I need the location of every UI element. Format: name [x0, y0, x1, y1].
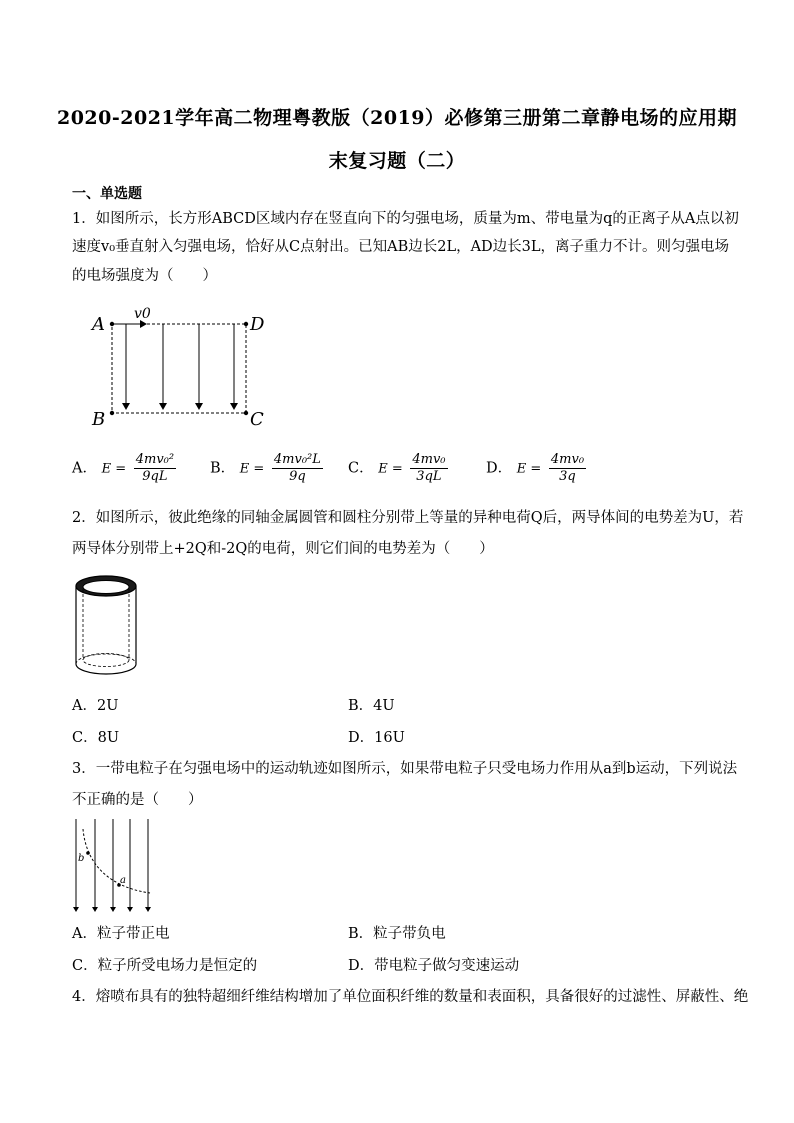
- trajectory-path: [83, 829, 150, 893]
- option-lhs: E =: [239, 461, 265, 477]
- q3-option-a: A．粒子带正电: [72, 926, 170, 942]
- q2-cylinder-diagram: [70, 572, 142, 682]
- q1-option-d: [486, 452, 586, 485]
- q2-option-c: C．8U: [72, 730, 120, 746]
- label-a: A: [92, 314, 105, 335]
- q2-option-a: A．2U: [72, 698, 119, 714]
- q3-trajectory-diagram: [68, 815, 158, 915]
- q2-text-line2: 两导体分别带上+2Q和-2Q的电荷，则它们间的电势差为（ ）: [72, 541, 494, 557]
- option-label: A．: [72, 460, 97, 477]
- numerator: 4mv₀²: [135, 452, 175, 467]
- q2-text-line1: 2．如图所示，彼此绝缘的同轴金属圆管和圆柱分别带上等量的异种电荷Q后，两导体间的电势差为U，若: [72, 510, 744, 526]
- doc-title-line1: 2020-2021学年高二物理粤教版（2019）必修第三册第二章静电场的应用期: [56, 107, 738, 129]
- point-c: [244, 411, 248, 415]
- q1-text-line2: 速度v₀垂直射入匀强电场，恰好从C点射出。已知AB边长2L，AD边长3L，离子重力不计。则匀强电场: [72, 239, 730, 255]
- point-d: [244, 322, 248, 326]
- inner-cylinder-top: [83, 581, 129, 594]
- q3-option-d: D．带电粒子做匀变速运动: [348, 958, 520, 974]
- label-a: a: [120, 875, 126, 886]
- denominator: 3q: [559, 469, 576, 484]
- point-a: [110, 322, 114, 326]
- numerator: 4mv₀: [412, 452, 446, 467]
- q1-field-diagram: [88, 305, 278, 433]
- q3-text-line1: 3．一带电粒子在匀强电场中的运动轨迹如图所示，如果带电粒子只受电场力作用从a到b运动，下列说法: [72, 761, 738, 777]
- option-lhs: E =: [101, 461, 127, 477]
- option-lhs: E =: [516, 461, 542, 477]
- denominator: 3qL: [416, 469, 442, 484]
- section-heading: 一、单选题: [72, 186, 142, 202]
- doc-title-line2: 末复习题（二）: [328, 150, 466, 172]
- q1-option-b: [210, 452, 323, 485]
- q2-option-b: B．4U: [348, 698, 395, 714]
- option-lhs: E =: [378, 461, 403, 477]
- denominator: 9qL: [142, 469, 168, 484]
- numerator: 4mv₀²L: [273, 452, 321, 467]
- q4-text-line1: 4．熔喷布具有的独特超细纤维结构增加了单位面积纤维的数量和表面积，具备很好的过滤性、屏蔽性、绝: [72, 989, 749, 1005]
- label-b: b: [78, 853, 85, 864]
- q3-text-line2: 不正确的是（ ）: [72, 792, 203, 808]
- denominator: 9q: [289, 469, 306, 484]
- q1-text-line1: 1．如图所示，长方形ABCD区域内存在竖直向下的匀强电场，质量为m、带电量为q的正离子从A点以初: [72, 211, 739, 227]
- label-c: C: [250, 409, 264, 430]
- q1-option-c: [348, 452, 448, 485]
- point-b: [86, 851, 90, 855]
- option-label: D．: [486, 460, 513, 477]
- label-v0: v0: [134, 306, 151, 322]
- label-b: B: [92, 409, 106, 430]
- outer-tube: [76, 586, 136, 674]
- rect-abcd: [112, 324, 246, 413]
- option-fraction: [410, 452, 447, 485]
- q3-option-b: B．粒子带负电: [348, 926, 446, 942]
- option-fraction: [134, 452, 176, 485]
- q3-option-c: C．粒子所受电场力是恒定的: [72, 958, 258, 974]
- q2-option-d: D．16U: [348, 730, 405, 746]
- option-fraction: [549, 452, 586, 485]
- point-b: [110, 411, 114, 415]
- q1-option-a: [72, 452, 176, 485]
- q1-text-line3: 的电场强度为（ ）: [72, 268, 217, 284]
- option-label: B．: [210, 460, 236, 477]
- label-d: D: [250, 314, 265, 335]
- option-fraction: [272, 452, 323, 485]
- option-label: C．: [348, 460, 374, 477]
- numerator: 4mv₀: [550, 452, 585, 467]
